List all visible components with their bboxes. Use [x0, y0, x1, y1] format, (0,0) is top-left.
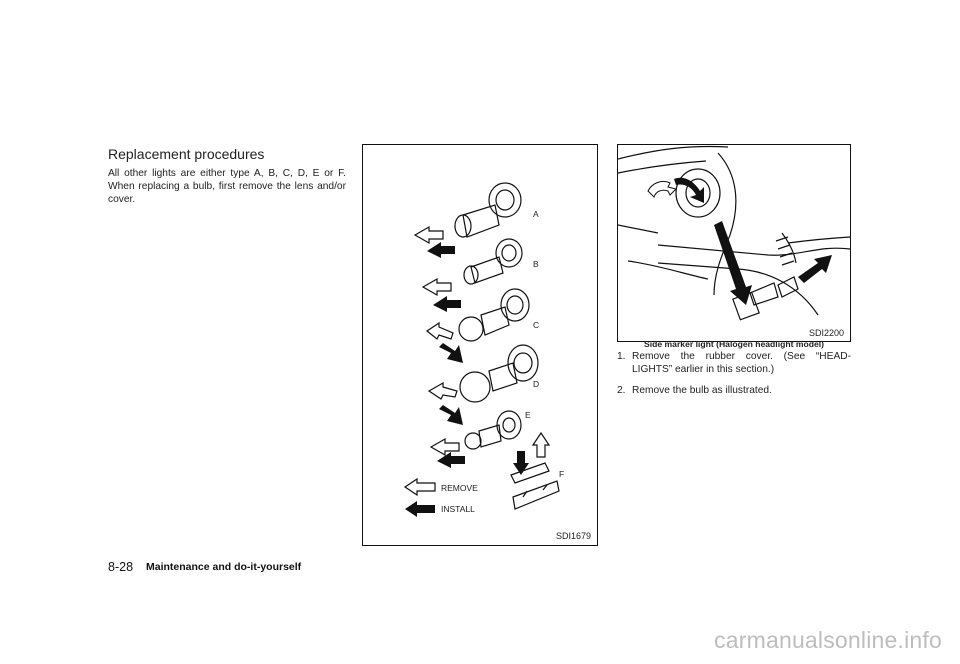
bulb-a-illustration	[455, 183, 521, 237]
side-marker-illustration	[618, 145, 850, 341]
bulb-label-f: F	[559, 469, 565, 479]
step-item	[617, 350, 851, 376]
legend-remove-label: REMOVE	[441, 483, 478, 493]
bulb-label-d: D	[533, 379, 540, 389]
bulb-e-illustration	[465, 411, 521, 449]
section-title: Maintenance and do-it-yourself	[146, 561, 302, 573]
procedure-steps	[617, 350, 851, 405]
intro-paragraph: All other lights are either type A, B, C, D, E or F. When replacing a bulb, first remove the lens and/or cover.	[108, 168, 346, 205]
watermark: carmanualsonline.info	[714, 627, 942, 653]
bulb-label-b: B	[533, 259, 539, 269]
side-marker-figure	[617, 144, 851, 342]
bulb-d-illustration	[460, 345, 538, 402]
bulb-b-illustration	[464, 239, 522, 284]
section-heading: Replacement procedures	[108, 146, 265, 162]
bulb-label-a: A	[533, 209, 539, 219]
figure2-code: SDI2200	[808, 328, 844, 338]
bulb-label-c: C	[533, 320, 540, 330]
legend-install-label: INSTALL	[441, 504, 475, 514]
page-number: 8-28	[108, 560, 134, 574]
bulb-types-illustration	[363, 145, 597, 545]
step-text: Remove the rubber cover. (See “HEAD-LIGHTS” earlier in this section.)	[632, 351, 851, 375]
step-number: 2.	[617, 385, 626, 396]
step-number: 1.	[617, 351, 626, 362]
step-item	[617, 384, 851, 397]
step-text: Remove the bulb as illustrated.	[632, 385, 772, 396]
figure2-caption: Side marker light (Halogen headlight model)	[643, 339, 824, 349]
bulb-types-figure	[362, 144, 598, 546]
figure1-code: SDI1679	[555, 531, 591, 541]
bulb-c-illustration	[459, 289, 529, 341]
bulb-label-e: E	[525, 410, 531, 420]
